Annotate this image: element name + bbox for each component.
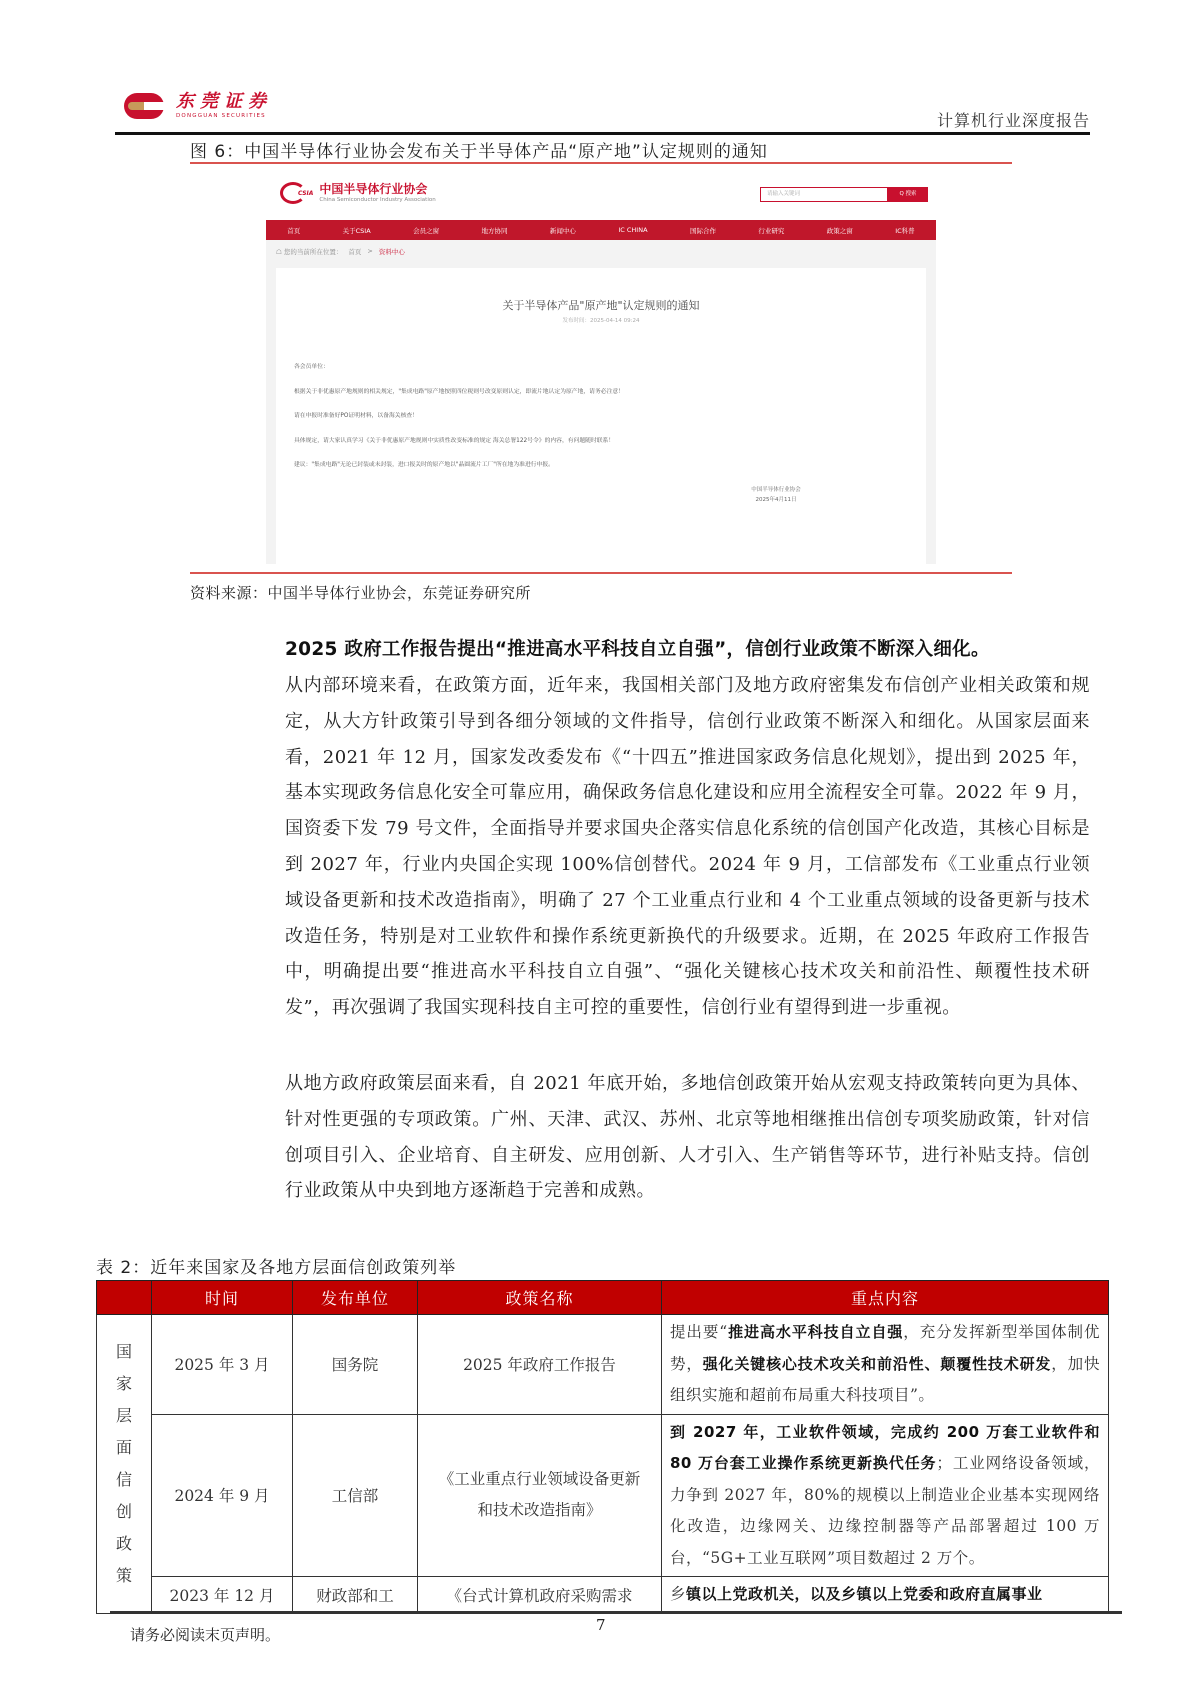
csia-name-en: China Semiconductor Industry Association: [319, 197, 436, 203]
report-type: 计算机行业深度报告: [936, 111, 1090, 130]
site-nav-item: 会员之窗: [413, 226, 440, 235]
article-publish-time: 发布时间：2025-04-14 09:24: [562, 318, 640, 324]
breadcrumb-current: 资料中心: [378, 248, 405, 256]
article-paragraph: 具体规定，请大家认真学习《关于非优惠原产地规则中实质性改变标准的规定 海关总署122号令》的内容，有问题随时联系！: [294, 437, 615, 444]
issuer-cell: 国务院: [293, 1315, 418, 1415]
site-search-input: 请输入关键词: [760, 187, 888, 202]
local-policy-section: [285, 1066, 1090, 1209]
csia-name-cn: 中国半导体行业协会: [319, 182, 428, 196]
site-nav-item: IC CHINA: [618, 226, 648, 234]
content-text: 提出要“: [670, 1323, 728, 1341]
header-divider: [115, 132, 1090, 135]
table-header: 时间: [152, 1281, 293, 1315]
policy-cell: 《台式计算机政府采购需求: [418, 1577, 662, 1614]
site-nav-item: 国际合作: [689, 226, 716, 235]
time-cell: 2024 年 9 月: [152, 1414, 293, 1577]
time-cell: 2025 年 3 月: [152, 1315, 293, 1415]
signature-date: 2025年4月11日: [755, 497, 797, 503]
content-bold-text: 强化关键核心技术攻关和前沿性、颠覆性技术研发: [702, 1354, 1052, 1373]
table-header: 发布单位: [293, 1281, 418, 1315]
logo-name-en: DONGGUAN SECURITIES: [176, 113, 266, 119]
body-paragraph: 从地方政府政策层面来看，自 2021 年底开始，多地信创政策开始从宏观支持政策转向更为具体、针对性更强的专项政策。广州、天津、武汉、苏州、北京等地相继推出信创专项奖励政策，针对信创项目引入、企业培育、自主研发、应用创新、人才引入、生产销售等环节，进行补贴支持。信创行业政策从中央到地方逐渐趋于完善和成熟。: [285, 1073, 1090, 1202]
table-caption: 表 2：近年来国家及各地方层面信创政策列举: [96, 1258, 457, 1278]
issuer-cell: 财政部和工: [293, 1577, 418, 1614]
article-body: [294, 363, 894, 486]
csia-logo: [280, 182, 436, 204]
time-cell: 2023 年 12 月: [152, 1577, 293, 1614]
issuer-cell: 工信部: [293, 1414, 418, 1577]
content-text: ，充分发挥新型举国体制优势，: [670, 1323, 1100, 1373]
site-nav-item: 关于CSIA: [342, 226, 371, 235]
content-cell: [662, 1414, 1109, 1577]
article-title: 关于半导体产品"原产地"认定规则的通知: [502, 299, 700, 312]
site-nav-item: 新闻中心: [549, 226, 576, 235]
logo-mark-icon: [124, 93, 164, 119]
content-bold-text: 推进高水平科技自立自强: [727, 1323, 904, 1341]
signature-org: 中国半导体行业协会: [751, 487, 801, 493]
table-divider-bottom: [110, 1611, 1122, 1614]
site-nav-item: 地方协同: [481, 226, 508, 235]
site-header: [266, 172, 936, 220]
article-paragraph: 请在申报时准备好PO证明材料，以备海关核查！: [294, 413, 418, 419]
table-row: [97, 1315, 1109, 1415]
table-header: 重点内容: [662, 1281, 1109, 1315]
site-article: [276, 268, 926, 564]
content-bold-text: 到 2027 年，工业软件领域，完成约 200 万套工业软件和 80 万台套工业操作系统更新换代任务: [670, 1422, 1100, 1472]
site-nav-item: 行业研究: [758, 226, 785, 235]
article-signature: [716, 485, 836, 505]
article-paragraph: 各会员单位：: [294, 364, 329, 370]
site-search-button: Q 搜索: [888, 187, 928, 202]
table-header: [97, 1281, 152, 1315]
site-nav: [266, 220, 936, 240]
site-breadcrumb: [276, 247, 405, 256]
breadcrumb-home: 首页: [348, 248, 362, 256]
section-heading: 2025 政府工作报告提出“推进高水平科技自立自强”，信创行业政策不断深入细化。: [285, 639, 990, 660]
policy-cell: 2025 年政府工作报告: [418, 1315, 662, 1415]
content-text: ；工业网络设备领域，力争到 2027 年，80%的规模以上制造业企业基本实现网络化改造，边缘网关、边缘控制器等产品部署超过 100 万台，“5G+工业互联网”项目数超过 2 万个。: [670, 1454, 1100, 1567]
company-logo: [124, 92, 272, 120]
content-text: ，加快组织实施和超前布局重大科技项目”。: [670, 1354, 1100, 1404]
figure-screenshot: [266, 172, 936, 564]
figure-divider-bottom: [190, 572, 1012, 574]
policy-cell: 《工业重点行业领域设备更新和技术改造指南》: [418, 1414, 662, 1577]
table-header-row: [97, 1281, 1109, 1315]
site-nav-item: 政策之窗: [826, 226, 853, 235]
page-number: 7: [596, 1616, 606, 1634]
csia-abbr: CSIA: [298, 189, 314, 197]
table-header: 政策名称: [418, 1281, 662, 1315]
content-cell: [662, 1315, 1109, 1415]
breadcrumb-prefix: ☖ 您的当前所在位置：: [276, 248, 343, 256]
breadcrumb-separator-icon: >: [367, 247, 373, 255]
figure-caption: 图 6：中国半导体行业协会发布关于半导体产品“原产地”认定规则的通知: [190, 142, 768, 162]
body-paragraph: 从内部环境来看，在政策方面，近年来，我国相关部门及地方政府密集发布信创产业相关政策和规定，从大方针政策引导到各细分领域的文件指导，信创行业政策不断深入和细化。从国家层面来看，2021 年 12 月，国家发改委发布《“十四五”推进国家政务信息化规划》，提出到 2025 年，基本实现政务信息化安全可靠应用，确保政务信息化建设和应用全流程安全可靠。2022 年 9 月，国资委下发 79 号文件，全面指导并要求国央企落实信息化系统的信创国产化改造，其核心目标是到 2027 年，行业内央国企实现 100%信创替代。2024 年 9 月，工信部发布《工业重点行业领域设备更新和技术改造指南》，明确了 27 个工业重点行业和 4 个工业重点领域的设备更新与技术改造任务，特别是对工业软件和操作系统更新换代的升级要求。近期，在 2025 年政府工作报告中，明确提出要“推进高水平科技自立自强”、“强化关键核心技术攻关和前沿性、颠覆性技术研发”，再次强调了我国实现科技自主可控的重要性，信创行业有望得到进一步重视。: [285, 675, 1090, 1019]
category-cell: [97, 1315, 152, 1614]
table-row: [97, 1577, 1109, 1614]
table-row: [97, 1414, 1109, 1577]
csia-arc-icon: [280, 182, 306, 204]
policy-section: [285, 632, 1090, 1026]
site-nav-item: 首页: [287, 226, 301, 235]
content-cell: [662, 1577, 1109, 1614]
category-label: 国家层面信创政策: [115, 1341, 132, 1585]
logo-name-cn: 东莞证券: [176, 91, 272, 112]
site-nav-item: IC科普: [895, 226, 915, 235]
policy-table: [96, 1280, 1109, 1614]
content-text: 乡: [670, 1585, 687, 1603]
disclaimer-note: 请务必阅读末页声明。: [130, 1626, 281, 1644]
article-paragraph: 根据关于非优惠原产地规则的相关规定，"集成电路"原产地按照四位税则号改变原则认定，即流片地认定为原产地，请务必注意！: [294, 388, 624, 395]
article-paragraph: 建议："集成电路"无论已封装或未封装，进口报关时的原产地以"晶圆流片工厂"所在地为准进行申报。: [294, 462, 554, 468]
content-bold-text: 镇以上党政机关，以及乡镇以上党委和政府直属事业: [686, 1585, 1043, 1603]
figure-source: 资料来源：中国半导体行业协会，东莞证券研究所: [190, 584, 532, 602]
figure-divider-top: [190, 162, 1012, 164]
